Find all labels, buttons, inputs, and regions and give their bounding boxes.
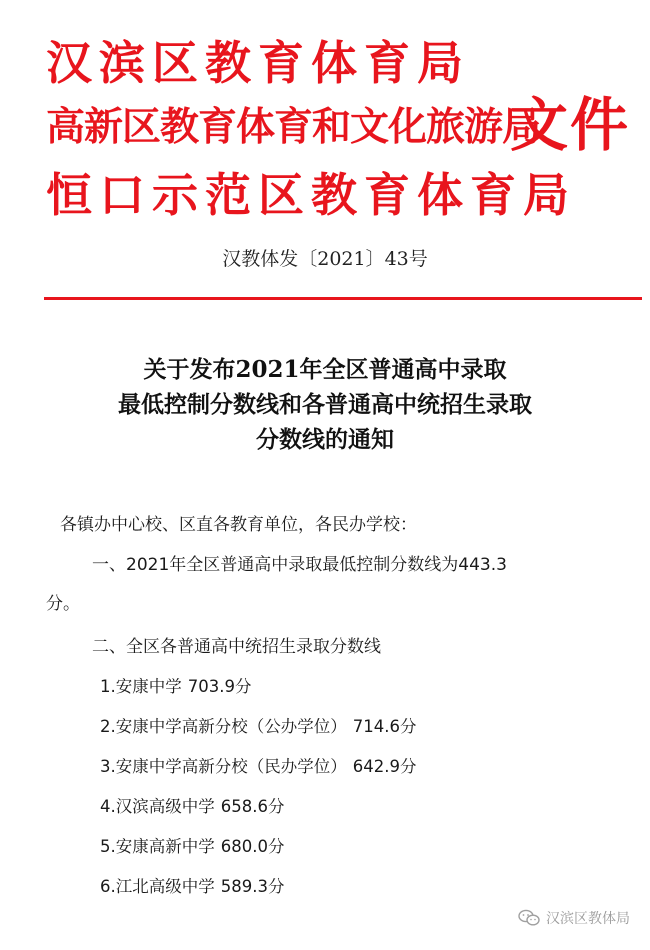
school-score-list [100,673,417,913]
list-item [100,793,417,833]
school-name: 安康中学高新分校（公办学位） [115,717,347,736]
school-score: 680.0分 [220,837,285,856]
item-number: 6. [100,877,116,896]
list-item [100,833,417,873]
red-divider-line [44,297,642,300]
section-two-heading: 二、全区各普通高中统招生录取分数线 [92,637,381,657]
watermark-text: 汉滨区教体局 [546,911,630,927]
item-one-text: 一、2021年全区普通高中录取最低控制分数线为443.3 [92,555,507,575]
list-item [100,673,417,713]
list-item [100,873,417,913]
school-score: 658.6分 [220,797,285,816]
item-number: 1. [100,677,116,696]
school-name: 安康中学高新分校（民办学位） [115,757,347,776]
item-number: 3. [100,757,116,776]
school-score: 714.6分 [352,717,417,736]
wechat-watermark [518,908,630,928]
school-score: 589.3分 [220,877,285,896]
item-one-continuation: 分。 [46,594,80,614]
school-name: 江北高级中学 [115,877,215,896]
wechat-icon [518,909,540,927]
document-number: 汉教体发〔2021〕43号 [222,248,428,270]
issuer-line-2: 高新区教育体育和文化旅游局 [46,105,541,150]
list-item [100,713,417,753]
issuer-line-1: 汉滨区教育体育局 [46,36,470,90]
title-line-1: 关于发布2021年全区普通高中录取 [143,356,507,383]
school-name: 安康中学 [115,677,182,696]
title-line-3: 分数线的通知 [256,426,394,453]
salutation: 各镇办中心校、区直各教育单位，各民办学校： [60,515,417,535]
title-line-2: 最低控制分数线和各普通高中统招生录取 [118,391,532,418]
school-score: 642.9分 [352,757,417,776]
document-word: 文件 [510,91,631,159]
issuer-line-3: 恒口示范区教育体育局 [46,168,576,222]
school-score: 703.9分 [187,677,252,696]
item-number: 2. [100,717,116,736]
school-name: 安康高新中学 [115,837,215,856]
list-item [100,753,417,793]
notice-title [0,352,650,457]
school-name: 汉滨高级中学 [115,797,215,816]
item-number: 4. [100,797,116,816]
item-number: 5. [100,837,116,856]
